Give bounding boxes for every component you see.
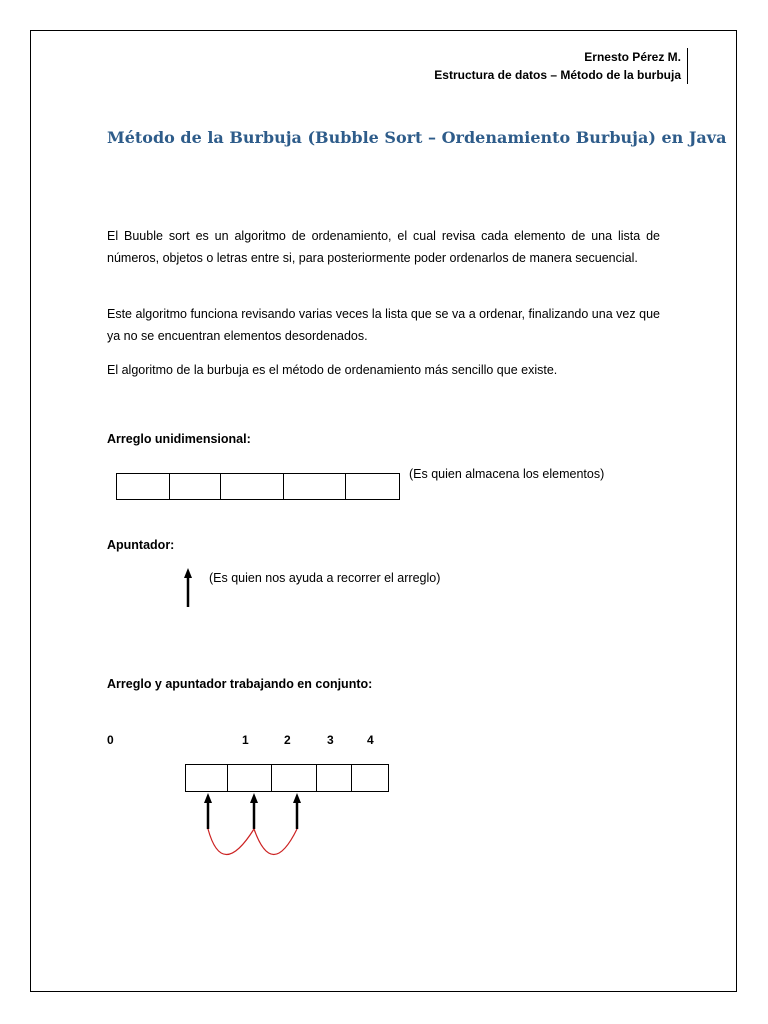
page-header [434, 48, 688, 84]
index-label: 1 [242, 733, 249, 747]
page-border [30, 30, 737, 992]
array-cell [316, 764, 352, 792]
paragraph-1: El Buuble sort es un algoritmo de ordenamiento, el cual revisa cada elemento de una lista de números, objetos o letras entre si, para posteriormente poder ordenarlos de manera secuencial. [107, 229, 660, 265]
index-label: 0 [107, 733, 114, 747]
index-label: 4 [367, 733, 374, 747]
array-note: (Es quien almacena los elementos) [409, 467, 605, 481]
array-cell [345, 473, 400, 500]
paragraph-2: Este algoritmo funciona revisando varias veces la lista que se va a ordenar, finalizando una vez que ya no se encuentran elementos desordenados. [107, 307, 660, 343]
array-cell [220, 473, 284, 500]
paragraph-3: El algoritmo de la burbuja es el método de ordenamiento más sencillo que existe. [107, 363, 558, 377]
pointer-note: (Es quien nos ayuda a recorrer el arreglo) [209, 571, 441, 585]
array-cell [271, 764, 317, 792]
header-author: Ernesto Pérez M. [584, 50, 681, 64]
array-cell [351, 764, 389, 792]
index-label: 2 [284, 733, 291, 747]
index-label: 3 [327, 733, 334, 747]
array-cell [283, 473, 346, 500]
array-cell [227, 764, 272, 792]
array-cell [169, 473, 221, 500]
header-subtitle: Estructura de datos – Método de la burbuja [434, 68, 681, 82]
combined-label: Arreglo y apuntador trabajando en conjunto: [107, 677, 373, 691]
document-title: Método de la Burbuja (Bubble Sort – Ordenamiento Burbuja) en Java [107, 128, 727, 147]
array-label: Arreglo unidimensional: [107, 432, 251, 446]
pointer-label: Apuntador: [107, 538, 175, 552]
array-cell [116, 473, 170, 500]
array-cell [185, 764, 228, 792]
